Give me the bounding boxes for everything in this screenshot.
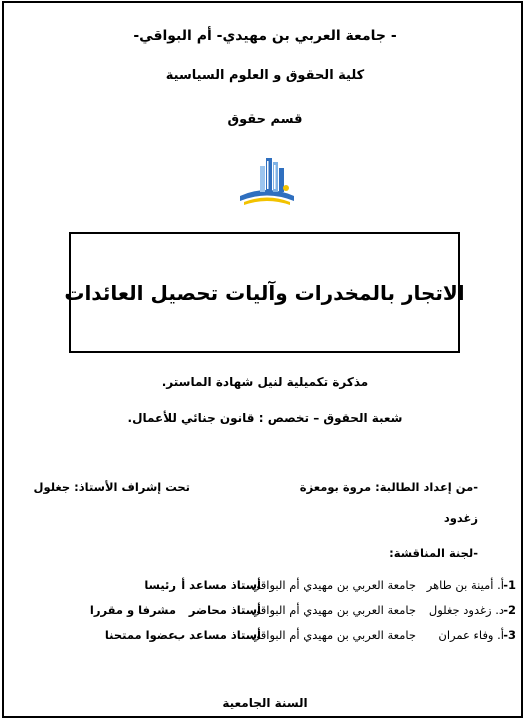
committee-member-row xyxy=(16,603,516,621)
member-role: مشرفا و مقررا xyxy=(89,603,176,617)
academic-year-label: السنة الجامعية xyxy=(222,696,308,710)
member-role: رئيسا xyxy=(144,578,176,592)
committee-label: -لجنة المناقشة: xyxy=(389,546,478,560)
university-name: - جامعة العربي بن مهيدي- أم البواقي- xyxy=(133,28,397,44)
supervisor-name: تحت إشراف الأستاذ: جغلول xyxy=(33,480,190,494)
faculty-name: كلية الحقوق و العلوم السياسية xyxy=(165,68,365,83)
member-number: 3- xyxy=(503,628,516,642)
member-number: 2- xyxy=(503,603,516,617)
department-name: قسم حقوق xyxy=(227,112,303,127)
thesis-title: الاتجار بالمخدرات وآليات تحصيل العائدات xyxy=(64,280,465,305)
thesis-title-box xyxy=(64,232,465,353)
member-rank: أستاذ محاضر xyxy=(188,603,261,617)
supervisor-name-continued: زغدود xyxy=(443,511,478,525)
member-rank: أستاذ مساعد أ xyxy=(181,578,261,592)
member-university: جامعة العربي بن مهيدي أم البواقي xyxy=(251,628,416,642)
member-rank: أستاذ مساعد ب xyxy=(173,628,261,642)
memo-description: مذكرة تكميلية لنيل شهادة الماستر. xyxy=(161,375,369,389)
university-logo xyxy=(236,152,298,208)
member-number: 1- xyxy=(503,578,516,592)
member-name: أ. أمينة بن طاهر xyxy=(426,578,504,592)
committee-member-row xyxy=(16,628,516,646)
committee-member-row xyxy=(16,578,516,596)
member-role: عضوا ممتحنا xyxy=(104,628,176,642)
branch-specialty: شعبة الحقوق – تخصص : قانون جنائي للأعمال. xyxy=(127,411,403,425)
student-name: -من إعداد الطالبة: مروة بومعزة xyxy=(299,480,478,494)
member-name: أ. وفاء عمران xyxy=(438,628,504,642)
member-name: د. زغدود جغلول xyxy=(428,603,504,617)
member-university: جامعة العربي بن مهيدي أم البواقي xyxy=(251,603,416,617)
member-university: جامعة العربي بن مهيدي أم البواقي xyxy=(251,578,416,592)
